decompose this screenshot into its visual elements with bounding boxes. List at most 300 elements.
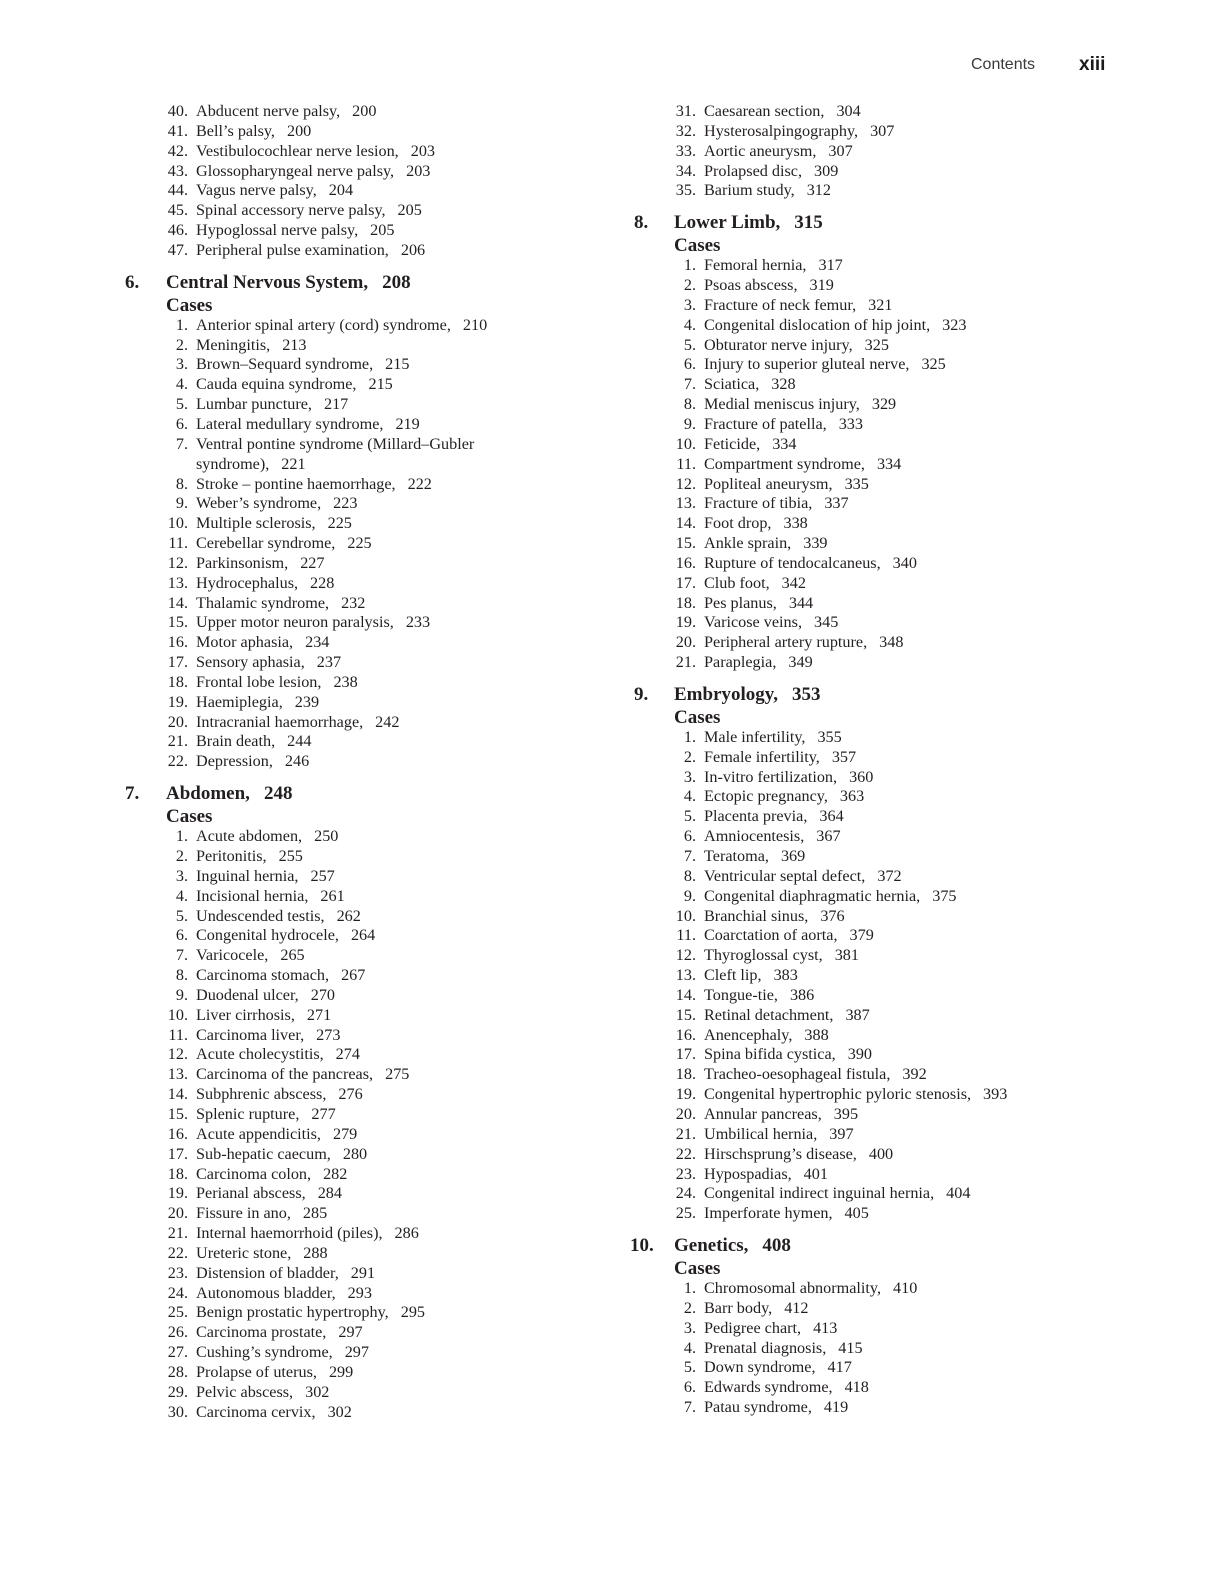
toc-entry[interactable] <box>626 1085 1106 1105</box>
entry-title-line <box>704 574 806 594</box>
entry-number: 7. <box>683 375 696 394</box>
toc-entry[interactable] <box>626 435 1106 455</box>
entry-title-line <box>196 673 358 693</box>
toc-entry[interactable] <box>626 867 1106 887</box>
entry-number: 26. <box>167 1323 188 1342</box>
toc-entry[interactable] <box>626 594 1106 614</box>
entry-number: 12. <box>675 946 696 965</box>
toc-entry[interactable] <box>626 748 1106 768</box>
toc-entry[interactable] <box>118 514 588 534</box>
entry-page-number: 390 <box>847 1045 872 1064</box>
toc-entry[interactable] <box>118 633 588 653</box>
toc-entry[interactable] <box>118 455 588 475</box>
entry-page-number: 282 <box>323 1164 348 1183</box>
entry-page-number: 355 <box>817 727 842 746</box>
entry-page-number: 404 <box>946 1184 971 1203</box>
toc-entry[interactable] <box>118 574 588 594</box>
entry-number: 20. <box>167 712 188 731</box>
entry-number: 15. <box>167 613 188 632</box>
toc-entry[interactable] <box>626 827 1106 847</box>
entry-title-line <box>704 276 834 296</box>
entry-page-number: 203 <box>410 141 436 160</box>
toc-entry[interactable] <box>626 787 1106 807</box>
entry-title: Paraplegia, <box>704 653 777 672</box>
toc-entry[interactable] <box>626 613 1106 633</box>
entry-number: 5. <box>175 906 188 925</box>
entry-title: Pes planus, <box>704 593 777 612</box>
toc-entry[interactable] <box>626 554 1106 574</box>
toc-entry[interactable] <box>118 1165 588 1185</box>
entry-title-line <box>704 633 903 653</box>
toc-entry[interactable] <box>626 455 1106 475</box>
toc-entry[interactable] <box>626 907 1106 927</box>
entry-title-line <box>196 494 357 514</box>
entry-number: 47. <box>167 240 188 259</box>
entry-title-line <box>196 336 306 356</box>
entry-title: Vagus nerve palsy, <box>196 181 317 200</box>
toc-entry[interactable] <box>118 1403 588 1423</box>
entry-number: 10. <box>167 1005 188 1024</box>
toc-entry[interactable] <box>626 514 1106 534</box>
entry-number: 9. <box>683 886 696 905</box>
toc-entry[interactable] <box>626 653 1106 673</box>
toc-entry[interactable] <box>118 554 588 574</box>
entry-number: 19. <box>167 1184 188 1203</box>
chapter-heading[interactable] <box>118 271 588 295</box>
toc-entry[interactable] <box>626 728 1106 748</box>
entry-title: Congenital indirect inguinal hernia, <box>704 1184 935 1203</box>
entry-title-line <box>196 1383 329 1403</box>
toc-entry[interactable] <box>626 375 1106 395</box>
entry-page-number: 364 <box>819 807 844 826</box>
toc-entry[interactable] <box>626 1045 1106 1065</box>
toc-entry[interactable] <box>118 752 588 772</box>
toc-entry[interactable] <box>626 102 1106 122</box>
entry-page-number: 328 <box>771 375 796 394</box>
entry-title: Varicose veins, <box>704 613 802 632</box>
entry-page-number: 257 <box>310 866 335 885</box>
chapter-page-number: 208 <box>382 271 411 293</box>
toc-entry[interactable] <box>118 1264 588 1284</box>
entry-title: Edwards syndrome, <box>704 1378 833 1397</box>
toc-entry[interactable] <box>118 1204 588 1224</box>
entry-number: 32. <box>675 121 696 140</box>
toc-entry[interactable] <box>118 475 588 495</box>
entry-title: Psoas abscess, <box>704 276 798 295</box>
entry-page-number: 410 <box>893 1279 918 1298</box>
toc-entry[interactable] <box>118 1244 588 1264</box>
entry-title-line <box>196 574 334 594</box>
entry-number: 43. <box>167 161 188 180</box>
toc-entry[interactable] <box>626 1358 1106 1378</box>
toc-entry[interactable] <box>626 1184 1106 1204</box>
toc-entry[interactable] <box>626 768 1106 788</box>
entry-number: 8. <box>683 395 696 414</box>
entry-number: 24. <box>167 1283 188 1302</box>
entry-number: 13. <box>167 1065 188 1084</box>
toc-entry[interactable] <box>626 1145 1106 1165</box>
toc-entry[interactable] <box>118 375 588 395</box>
entry-title-line <box>196 847 303 867</box>
entry-title: Parkinsonism, <box>196 553 289 572</box>
chapter-heading[interactable] <box>118 782 588 806</box>
entry-title-line <box>196 316 487 336</box>
entry-number: 20. <box>675 633 696 652</box>
entry-number: 7. <box>683 847 696 865</box>
entry-title: Perianal abscess, <box>196 1184 306 1203</box>
chapter-number: 10. <box>630 1235 654 1257</box>
toc-entry[interactable] <box>118 673 588 693</box>
toc-entry[interactable] <box>118 847 588 867</box>
entry-page-number: 280 <box>342 1144 368 1163</box>
toc-entry[interactable] <box>118 946 588 966</box>
toc-entry[interactable] <box>118 1323 588 1343</box>
toc-entry[interactable] <box>118 1045 588 1065</box>
toc-entry[interactable] <box>626 162 1106 182</box>
toc-entry[interactable] <box>118 1184 588 1204</box>
entry-title-line <box>196 1244 328 1264</box>
entry-page-number: 293 <box>347 1283 372 1302</box>
entry-title-line <box>196 554 324 574</box>
entry-title: Frontal lobe lesion, <box>196 672 322 691</box>
toc-entry[interactable] <box>626 1125 1106 1145</box>
entry-page-number: 376 <box>820 906 845 925</box>
entry-title: Club foot, <box>704 573 770 592</box>
toc-entry[interactable] <box>118 1026 588 1046</box>
toc-entry[interactable] <box>626 256 1106 276</box>
entry-number: 1. <box>683 1279 696 1298</box>
entry-title: Barium study, <box>704 181 795 200</box>
toc-entry[interactable] <box>626 1165 1106 1185</box>
entry-page-number: 309 <box>814 161 839 180</box>
toc-entry[interactable] <box>118 162 588 182</box>
entry-title-line <box>704 395 896 415</box>
toc-entry[interactable] <box>626 633 1106 653</box>
toc-entry[interactable] <box>626 494 1106 514</box>
entry-page-number: 244 <box>287 732 312 751</box>
toc-entry[interactable] <box>118 316 588 336</box>
entry-title: Popliteal aneurysm, <box>704 474 833 493</box>
chapter-title: Embryology, <box>674 683 778 705</box>
toc-entry[interactable] <box>118 1085 588 1105</box>
toc-entry[interactable] <box>626 142 1106 162</box>
toc-entry[interactable] <box>626 181 1106 201</box>
toc-entry[interactable] <box>118 122 588 142</box>
toc-entry[interactable] <box>626 316 1106 336</box>
entry-number: 22. <box>675 1144 696 1163</box>
entry-page-number: 319 <box>809 276 834 295</box>
toc-entry[interactable] <box>118 887 588 907</box>
page-number: xiii <box>1079 54 1106 75</box>
chapter-section <box>626 211 1106 673</box>
chapter-title-line <box>674 1234 791 1258</box>
toc-entry[interactable] <box>626 1299 1106 1319</box>
cases-subheading: Cases <box>166 294 213 316</box>
toc-entry[interactable] <box>626 1378 1106 1398</box>
entry-number: 1. <box>683 727 696 746</box>
entry-page-number: 219 <box>395 414 420 433</box>
entry-title-line <box>704 847 805 867</box>
toc-entry[interactable] <box>118 713 588 733</box>
entry-title: Caesarean section, <box>704 102 825 120</box>
entry-page-number: 339 <box>803 534 828 553</box>
toc-entry[interactable] <box>118 732 588 752</box>
entry-title: In-vitro fertilization, <box>704 767 838 786</box>
entry-number: 24. <box>675 1184 696 1203</box>
entry-page-number: 349 <box>788 653 813 672</box>
entry-title: Intracranial haemorrhage, <box>196 712 364 731</box>
toc-entry[interactable] <box>118 1125 588 1145</box>
entry-title: Tracheo-oesophageal fistula, <box>704 1065 891 1084</box>
entry-title: Glossopharyngeal nerve palsy, <box>196 161 395 180</box>
entry-number: 30. <box>167 1402 188 1421</box>
cases-subheading: Cases <box>674 706 721 728</box>
entry-title: Brown–Sequard syndrome, <box>196 355 374 374</box>
toc-entry[interactable] <box>626 1065 1106 1085</box>
entry-title-line <box>196 435 486 455</box>
entry-title: Peripheral pulse examination, <box>196 240 389 259</box>
toc-entry[interactable] <box>626 946 1106 966</box>
toc-left-column <box>118 102 588 1422</box>
entry-page-number: 210 <box>462 315 488 334</box>
toc-entry[interactable] <box>118 534 588 554</box>
entry-page-number: 400 <box>868 1144 894 1163</box>
toc-entry[interactable] <box>118 1383 588 1403</box>
entry-title-line <box>704 415 863 435</box>
toc-entry[interactable] <box>118 594 588 614</box>
entry-title-line <box>196 1204 327 1224</box>
entry-title-line <box>704 887 957 907</box>
toc-entry[interactable] <box>626 1204 1106 1224</box>
entry-title-line <box>704 122 894 142</box>
entry-number: 2. <box>683 1298 696 1317</box>
toc-entry[interactable] <box>626 986 1106 1006</box>
entry-title: Meningitis, <box>196 335 271 354</box>
toc-entry[interactable] <box>118 494 588 514</box>
entry-page-number: 369 <box>780 847 806 865</box>
chapter-number: 6. <box>125 271 140 293</box>
toc-entry[interactable] <box>626 296 1106 316</box>
toc-entry[interactable] <box>118 907 588 927</box>
chapter-page-number: 353 <box>791 683 821 705</box>
entry-page-number: 388 <box>804 1025 829 1044</box>
entry-number: 3. <box>683 1318 696 1337</box>
toc-entry[interactable] <box>626 355 1106 375</box>
entry-title-line <box>704 867 902 887</box>
entry-title: Acute abdomen, <box>196 827 303 846</box>
entry-title-line <box>704 787 864 807</box>
entry-number: 13. <box>675 494 696 513</box>
entry-page-number: 242 <box>375 712 400 731</box>
entry-number: 18. <box>167 672 188 691</box>
entry-title-line <box>704 102 861 122</box>
entry-page-number: 342 <box>781 573 806 592</box>
entry-title-line <box>704 475 869 495</box>
entry-title: Duodenal ulcer, <box>196 985 299 1004</box>
toc-entry[interactable] <box>626 887 1106 907</box>
entry-title-line <box>704 336 889 356</box>
entry-title-line <box>704 748 856 768</box>
entry-title-line <box>704 1026 829 1046</box>
entry-title-line <box>196 1006 331 1026</box>
entry-number: 12. <box>167 1045 188 1064</box>
entry-page-number: 225 <box>327 514 352 533</box>
entry-page-number: 393 <box>983 1085 1008 1104</box>
entry-page-number: 317 <box>818 256 843 275</box>
toc-entry[interactable] <box>626 276 1106 296</box>
toc-entry[interactable] <box>118 435 588 455</box>
toc-entry[interactable] <box>118 1303 588 1323</box>
entry-title: Compartment syndrome, <box>704 454 865 473</box>
chapter-heading[interactable] <box>626 1234 1106 1258</box>
chapter-heading[interactable] <box>626 683 1106 707</box>
toc-entry[interactable] <box>118 966 588 986</box>
toc-entry[interactable] <box>118 693 588 713</box>
entry-title: Undescended testis, <box>196 906 325 925</box>
entry-title-line <box>196 752 309 772</box>
toc-entry[interactable] <box>118 181 588 201</box>
toc-entry[interactable] <box>118 926 588 946</box>
entry-number: 3. <box>175 355 188 374</box>
toc-entry[interactable] <box>626 926 1106 946</box>
entry-title-line <box>196 653 341 673</box>
entry-number: 42. <box>167 141 188 160</box>
entry-number: 21. <box>167 1224 188 1243</box>
toc-entry[interactable] <box>626 1105 1106 1125</box>
entry-number: 14. <box>675 985 696 1004</box>
entry-title: Pelvic abscess, <box>196 1382 294 1401</box>
toc-entry[interactable] <box>118 1006 588 1026</box>
entry-title-line <box>704 966 798 986</box>
toc-entry[interactable] <box>118 395 588 415</box>
entry-page-number: 312 <box>806 181 831 200</box>
toc-entry[interactable] <box>118 336 588 356</box>
entry-page-number: 234 <box>305 633 330 652</box>
entry-number: 6. <box>683 827 696 846</box>
entry-title: Cleft lip, <box>704 966 762 985</box>
entry-page-number: 222 <box>407 474 432 493</box>
entry-title-line <box>196 415 420 435</box>
entry-title: Prolapsed disc, <box>704 161 803 180</box>
toc-entry[interactable] <box>118 867 588 887</box>
entry-title-line <box>196 455 306 475</box>
entry-title-line <box>704 1299 808 1319</box>
toc-entry[interactable] <box>626 1279 1106 1299</box>
entry-title: Ureteric stone, <box>196 1243 292 1262</box>
toc-entry[interactable] <box>626 395 1106 415</box>
entry-title-line <box>704 986 814 1006</box>
entry-number: 3. <box>175 866 188 885</box>
entry-page-number: 329 <box>871 395 897 414</box>
toc-entry[interactable] <box>118 986 588 1006</box>
toc-entry[interactable] <box>118 1284 588 1304</box>
entry-number: 23. <box>675 1164 696 1183</box>
entry-title-line <box>704 1279 917 1299</box>
toc-entry[interactable] <box>118 142 588 162</box>
entry-title: Congenital dislocation of hip joint, <box>704 315 931 334</box>
chapter-page-number: 315 <box>794 212 823 234</box>
entry-title-line <box>196 887 345 907</box>
entry-page-number: 367 <box>816 827 841 846</box>
entry-title: Carcinoma cervix, <box>196 1402 316 1421</box>
toc-entry[interactable] <box>626 847 1106 867</box>
entry-number: 17. <box>167 1144 188 1163</box>
entry-page-number: 334 <box>772 434 797 453</box>
toc-entry[interactable] <box>118 241 588 261</box>
entry-page-number: 246 <box>284 752 310 771</box>
entry-number: 14. <box>167 593 188 612</box>
toc-entry[interactable] <box>118 201 588 221</box>
chapter-heading[interactable] <box>626 211 1106 235</box>
entry-number: 17. <box>675 1045 696 1064</box>
toc-entry[interactable] <box>118 1343 588 1363</box>
toc-entry[interactable] <box>626 1006 1106 1026</box>
entry-number: 12. <box>675 474 696 493</box>
toc-entry[interactable] <box>118 102 588 122</box>
entry-title-line <box>704 1105 858 1125</box>
entry-title: Autonomous bladder, <box>196 1283 336 1302</box>
toc-entry[interactable] <box>626 1339 1106 1359</box>
entry-title: Prolapse of uterus, <box>196 1362 317 1381</box>
entry-number: 9. <box>175 985 188 1004</box>
toc-entry[interactable] <box>626 415 1106 435</box>
entry-page-number: 372 <box>877 866 902 885</box>
toc-entry[interactable] <box>626 966 1106 986</box>
entry-page-number: 264 <box>350 926 376 945</box>
entry-page-number: 261 <box>320 886 345 905</box>
entry-title-line <box>704 1398 848 1418</box>
entry-number: 20. <box>167 1204 188 1223</box>
toc-entry[interactable] <box>118 653 588 673</box>
toc-entry[interactable] <box>626 1026 1106 1046</box>
entry-title-line <box>196 1184 342 1204</box>
entry-number: 5. <box>683 335 696 354</box>
entry-page-number: 415 <box>838 1338 863 1357</box>
toc-entry[interactable] <box>626 122 1106 142</box>
entry-title: Hirschsprung’s disease, <box>704 1144 857 1163</box>
toc-entry[interactable] <box>118 827 588 847</box>
entry-title: Thalamic syndrome, <box>196 593 330 612</box>
toc-entry[interactable] <box>626 1398 1106 1418</box>
entry-page-number: 270 <box>310 985 336 1004</box>
toc-entry[interactable] <box>118 1145 588 1165</box>
entry-title: Aortic aneurysm, <box>704 141 817 160</box>
toc-entry[interactable] <box>626 574 1106 594</box>
toc-entry[interactable] <box>118 355 588 375</box>
toc-entry[interactable] <box>118 221 588 241</box>
toc-entry[interactable] <box>626 336 1106 356</box>
toc-entry[interactable] <box>118 415 588 435</box>
toc-entry[interactable] <box>626 475 1106 495</box>
entry-title: Male infertility, <box>704 727 806 746</box>
entry-page-number: 213 <box>282 335 307 354</box>
toc-entry[interactable] <box>626 1319 1106 1339</box>
toc-entry[interactable] <box>118 1224 588 1244</box>
toc-entry[interactable] <box>626 807 1106 827</box>
entry-number: 16. <box>167 633 188 652</box>
toc-entry[interactable] <box>118 613 588 633</box>
entry-title: Acute cholecystitis, <box>196 1045 324 1064</box>
entry-title-line <box>196 1045 360 1065</box>
toc-entry[interactable] <box>118 1363 588 1383</box>
toc-entry[interactable] <box>118 1065 588 1085</box>
entry-number: 5. <box>683 1358 696 1377</box>
entry-title-line <box>196 1284 372 1304</box>
entry-number: 18. <box>675 593 696 612</box>
toc-entry[interactable] <box>626 534 1106 554</box>
entry-page-number: 215 <box>368 375 393 394</box>
toc-entry[interactable] <box>118 1105 588 1125</box>
